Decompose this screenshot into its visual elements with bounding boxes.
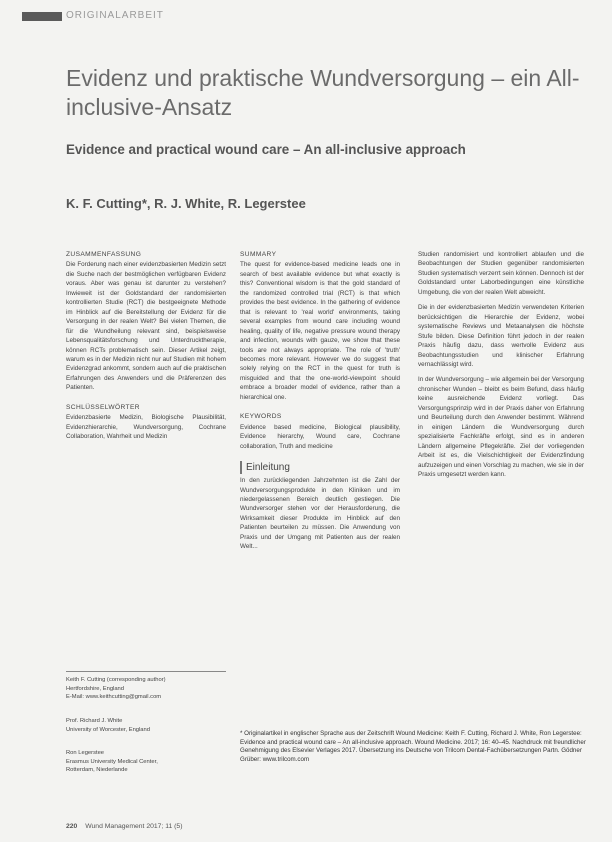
page-number: 220 — [66, 823, 78, 830]
affiliation-block — [66, 749, 226, 775]
page-footer — [66, 823, 182, 830]
body-paragraph-2: Die in der evidenzbasierten Medizin verwendeten Kriterien berücksichtigen die Hierarchie der Evidenz, wobei systematische Reviews und Metaanalysen die höchste Stufe bilden. Diese Definition führt jedoch in der realen Praxis häufig dazu, dass wertvolle Evidenz aus Beobachtungsstudien und klinischer Erfahrung vernachlässigt wird. — [418, 304, 584, 368]
section-marker — [22, 12, 62, 21]
source-footnote: * Originalartikel in englischer Sprache aus der Zeitschrift Wound Medicine: Keith F. Cutting, Richard J. White, Ron Legerstee: Evidence and practical wound care – An all-inclusive approach. Wound Medicine. 2017; 16: 40–45. Nachdruck mit freundlicher Genehmigung des Elsevier Verlages 2017. Übersetzung ins Deutsche von Trilcom Dental-Fachübersetzungen Partn. Gödner Grüber: www.trilcom.com — [240, 730, 586, 763]
affiliation-divider — [66, 671, 226, 672]
affiliation-line: Ron Legerstee — [66, 750, 105, 756]
keywords-en-heading: KEYWORDS — [240, 413, 282, 421]
affiliation-block — [66, 717, 226, 734]
keywords-de-text: Evidenzbasierte Medizin, Biologische Plausibilität, Evidenzhierarchie, Wundversorgung, Cochrane Collaboration, Wahrheit und Medizin — [66, 414, 226, 441]
article-title: Evidenz und praktische Wundversorgung – ein All-inclusive-Ansatz — [66, 65, 580, 120]
article-subtitle: Evidence and practical wound care – An all-inclusive approach — [66, 142, 466, 157]
affiliation-email: E-Mail: www.keithcutting@gmail.com — [66, 694, 162, 701]
column-middle — [240, 250, 400, 552]
summary-en-heading: SUMMARY — [240, 251, 277, 258]
affiliation-block — [66, 676, 226, 702]
affiliation-line: Erasmus University Medical Center, — [66, 758, 158, 765]
keywords-de-heading: SCHLÜSSELWÖRTER — [66, 403, 140, 411]
column-left — [66, 250, 226, 442]
section-tag: ORIGINALARBEIT — [66, 10, 164, 21]
affiliation-line: Keith F. Cutting (corresponding author) — [66, 677, 166, 683]
journal-citation: Wund Management 2017; 11 (5) — [85, 823, 183, 830]
author-line: K. F. Cutting*, R. J. White, R. Legerstee — [66, 196, 306, 211]
summary-de-text: Die Forderung nach einer evidenzbasierten Medizin setzt die Suche nach der bestmöglichen verfügbaren Evidenz voraus. Aber was genau ist darunter zu verstehen? Inwieweit ist der Goldstandard der randomisierten kontrollierten Studie (RCT) die bestgeeignete Methode im Hinblick auf die Bereitstellung der Evidenz für die Versorgung in der realen Welt? Bei vielen Themen, die für die Wundheilung relevant sind, beispielsweise Lebensqualitätsforschung und Unterdrucktherapie, können RCTs problematisch sein. Dieser Artikel zeigt, warum es in der Medizin nicht nur auf Studien mit hohem Evidenzgrad ankommt, sondern auch auf die praktischen Erfahrungen des Anwenders und die Präferenzen des Patienten. — [66, 261, 226, 392]
affiliation-line: Rotterdam, Niederlande — [66, 767, 128, 774]
summary-en-text: The quest for evidence-based medicine leads one in search of best available evidence but what exactly is this? Conventional wisdom is that the gold standard of the randomized controlled trial (RCT) is that which provides the best evidence. In the gathering of evidence that is relevant to 'real world' environments, taking several examples from wound care including wound healing, quality of life, negative pressure wound therapy and infection, wounds with gauze, we show that these tools are not always appropriate. The role of 'truth' becomes more relevant. However we do suggest that solely relying on the RCT in the quest for truth is misguided and that the one-world-viewpoint should embrace a broader model of evidence, rather than a hierarchical one. — [240, 261, 400, 401]
summary-de-heading: ZUSAMMENFASSUNG — [66, 251, 142, 258]
intro-text: In den zurückliegenden Jahrzehnten ist die Zahl der Wundversorgungsprodukte in den Kliniken und im niedergelassenen Bereich deutlich gestiegen. Die Wundversorger stehen vor der Herausforderung, die Wirksamkeit dieser Produkte im Hinblick auf den Patienten beurteilen zu müssen. Die Anwendung von Praxis und der Umgang mit Patienten aus der realen Welt... — [240, 477, 400, 551]
body-paragraph-1: Studien randomisiert und kontrolliert ablaufen und die Beobachtungen der Studien gegenüber randomisierten Studien systematisch verzerrt sein können. Dennoch ist der Goldstandard unter Laborbedingungen eine künstliche Umgebung, die von der realen Welt abweicht. — [418, 251, 584, 296]
intro-heading: Einleitung — [240, 461, 400, 474]
body-paragraph-3: In der Wundversorgung – wie allgemein bei der Versorgung chronischer Wunden – bleibt es beim Befund, dass häufig keine ausreichende Evidenz vorliegt. Das Versorgungsprinzip wird in der Praxis daher von Erfahrung und Beurteilung durch den Anwender bestimmt. Während in einigen Ländern die Wundversorgung durch spezialisierte Fachkräfte erfolgt, sind es in anderen Ländern allgemeine Pflegekräfte. Ziel der vorliegenden Arbeit ist es, die Vielschichtigkeit der Evidenzfindung aufzuzeigen und einen Vorschlag zu machen, wie sie in der Praxis umgesetzt werden kann. — [418, 376, 584, 478]
keywords-en-text: Evidence based medicine, Biological plausibility, Evidence hierarchy, Wound care, Cochrane collaboration, Truth and medicine — [240, 423, 400, 450]
affiliation-line: University of Worcester, England — [66, 726, 150, 733]
affiliation-line: Hertfordshire, England — [66, 685, 125, 692]
column-right — [418, 250, 584, 479]
affiliation-line: Prof. Richard J. White — [66, 718, 123, 724]
